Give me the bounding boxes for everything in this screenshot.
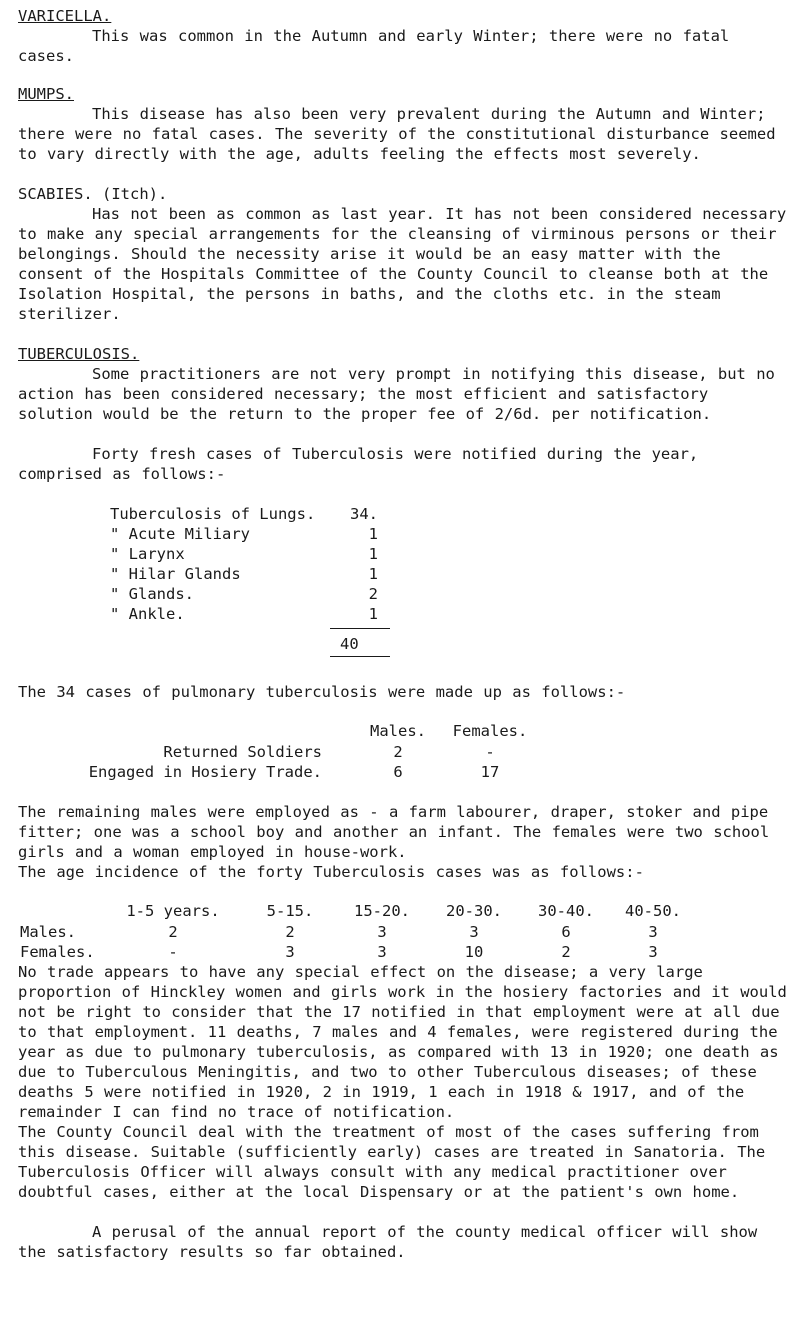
mumps-heading: MUMPS.: [18, 85, 74, 103]
age-header: 15-20.: [354, 902, 410, 920]
cases-total: 40: [340, 635, 359, 653]
cases-row: [110, 504, 378, 524]
tuberculosis-para-3: The 34 cases of pulmonary tuberculosis were made up as follows:-: [18, 683, 626, 701]
tuberculosis-para-1: Some practitioners are not very prompt in notifying this disease, but no action has been considered necessary; the most efficient and satisfactory solution would be the return to the proper fee of 2/6d. per notification.: [18, 365, 775, 423]
case-label: " Larynx: [110, 545, 185, 563]
case-label: " Acute Miliary: [110, 525, 250, 543]
case-label: " Ankle.: [110, 605, 185, 623]
tuberculosis-para-4: The remaining males were employed as - a farm labourer, draper, stoker and pipe fitter; one was a school boy and another an infant. The females were two school girls and a woman employed in house-work.: [18, 803, 770, 861]
pulmonary-row-label: Engaged in Hosiery Trade.: [88, 763, 322, 781]
age-cell: 3: [648, 943, 658, 961]
pulmonary-cell: -: [485, 743, 495, 761]
cases-row: [110, 524, 378, 544]
tuberculosis-para-2: Forty fresh cases of Tuberculosis were notified during the year, comprised as follows:-: [18, 445, 699, 483]
pulmonary-header: [60, 720, 362, 742]
case-value: 1: [368, 545, 378, 563]
scabies-text: Has not been as common as last year. It has not been considered necessary to make any special arrangements for the cleansing of virminous persons or their belongings. Should the necessity arise it would be an easy matter with the consent of the Hospitals Committee of the County Council to cleanse both at the Isolation Hospital, the persons in baths, and the cloths etc. in the steam sterilizer.: [18, 205, 787, 323]
age-cell: 6: [561, 923, 571, 941]
age-cell: 3: [648, 923, 658, 941]
cases-row: [110, 564, 378, 584]
total-rule: [330, 628, 390, 629]
case-label: Tuberculosis of Lungs.: [110, 505, 316, 523]
pulmonary-header: Males.: [370, 722, 426, 740]
pulmonary-cell: 17: [480, 763, 500, 781]
age-header: 20-30.: [446, 902, 502, 920]
varicella-heading: VARICELLA.: [18, 7, 112, 25]
cases-row: [110, 584, 378, 604]
age-header: 40-50.: [625, 902, 681, 920]
mumps-text: This disease has also been very prevalent during the Autumn and Winter; there were no fatal cases. The severity of the constitutional disturbance seemed to vary directly with the age, adults feeling the effects most severely.: [18, 105, 776, 163]
age-row: [20, 922, 694, 942]
cases-row: [110, 544, 378, 564]
cases-row: [110, 604, 378, 624]
age-row: [20, 942, 694, 962]
pulmonary-row-label: Returned Soldiers: [163, 743, 322, 761]
age-row-label: Females.: [20, 943, 95, 961]
pulmonary-cell: 2: [393, 743, 403, 761]
varicella-text: This was common in the Autumn and early Winter; there were no fatal cases.: [18, 27, 730, 65]
age-cell: 10: [464, 943, 484, 961]
tuberculosis-para-6: No trade appears to have any special effect on the disease; a very large proportion of Hinckley women and girls work in the hosiery factories and it would not be right to consider that the 17 notified in that employment were at all due to that employment. 11 deaths, 7 males and 4 females, were registered during the year as due to pulmonary tuberculosis, as compared with 13 in 1920; one death as due to Tuberculous Meningitis, and two to other Tuberculous diseases; of these deaths 5 were notified in 1920, 2 in 1919, 1 each in 1918 & 1917, and of the remainder I can find no trace of notification.: [18, 963, 787, 1121]
tuberculosis-heading: TUBERCULOSIS.: [18, 345, 140, 363]
age-cell: 2: [285, 923, 295, 941]
case-value: 1: [368, 565, 378, 583]
case-label: " Hilar Glands: [110, 565, 241, 583]
cases-table: [110, 504, 378, 624]
age-cell: 3: [377, 923, 387, 941]
pulmonary-cell: 6: [393, 763, 403, 781]
age-cell: -: [168, 943, 178, 961]
case-label: " Glands.: [110, 585, 194, 603]
total-double-rule: [330, 656, 390, 657]
age-cell: 3: [469, 923, 479, 941]
pulmonary-header: Females.: [452, 722, 528, 740]
tuberculosis-para-7: The County Council deal with the treatment of most of the cases suffering from this disease. Suitable (sufficiently early) cases are treated in Sanatoria. The Tuberculosis Officer will always consult with any medical practitioner over doubtful cases, either at the local Dispensary or at the patient's own home.: [18, 1123, 766, 1201]
pulmonary-row: [60, 742, 546, 762]
age-header: 1-5 years.: [126, 902, 220, 920]
age-cell: 2: [168, 923, 178, 941]
age-cell: 3: [285, 943, 295, 961]
age-cell: 2: [561, 943, 571, 961]
case-value: 2: [368, 585, 378, 603]
case-value: 1: [368, 605, 378, 623]
age-header: [20, 900, 102, 922]
pulmonary-table: [60, 720, 546, 782]
case-value: 1: [368, 525, 378, 543]
age-cell: 3: [377, 943, 387, 961]
case-value: 34.: [350, 505, 378, 523]
pulmonary-row: [60, 762, 546, 782]
age-table: [20, 900, 694, 962]
tuberculosis-para-5: The age incidence of the forty Tuberculosis cases was as follows:-: [18, 863, 644, 881]
age-header: 5-15.: [266, 902, 314, 920]
age-header: 30-40.: [538, 902, 594, 920]
age-row-label: Males.: [20, 923, 76, 941]
scabies-heading: SCABIES. (Itch).: [18, 185, 168, 203]
tuberculosis-para-8: A perusal of the annual report of the county medical officer will show the satisfactory results so far obtained.: [18, 1223, 758, 1261]
